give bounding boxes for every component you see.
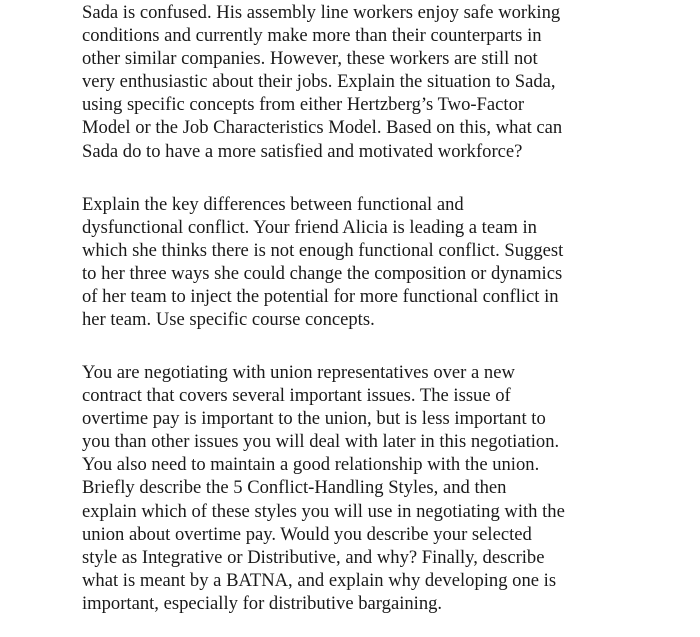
text-line: You are negotiating with union representatives over a new [82, 362, 515, 383]
text-line: dysfunctional conflict. Your friend Alicia is leading a team in [82, 217, 537, 239]
text-line: You also need to maintain a good relationship with the union. [82, 454, 540, 476]
text-line: to her three ways she could change the composition or dynamics [82, 263, 563, 285]
text-line: of her team to inject the potential for more functional conflict in [82, 286, 559, 308]
text-line: Sada do to have a more satisfied and motivated workforce? [82, 140, 523, 162]
text-line: overtime pay is important to the union, but is less important to [82, 408, 546, 430]
text-line: very enthusiastic about their jobs. Explain the situation to Sada, [82, 71, 556, 93]
text-line: other similar companies. However, these workers are still not [82, 48, 538, 70]
text-line: Briefly describe the 5 Conflict-Handling Styles, and then [82, 477, 507, 499]
question-paragraph-2 [82, 193, 563, 332]
text-line: Sada is confused. His assembly line workers enjoy safe working [82, 2, 561, 23]
text-line: Model or the Job Characteristics Model. Based on this, what can [82, 117, 563, 139]
text-line: you than other issues you will deal with later in this negotiation. [82, 431, 560, 453]
question-paragraph-3 [82, 361, 565, 615]
text-line: explain which of these styles you will use in negotiating with the [82, 500, 565, 522]
text-line: her team. Use specific course concepts. [82, 309, 375, 331]
text-line: which she thinks there is not enough functional conflict. Suggest [82, 240, 564, 262]
text-line: style as Integrative or Distributive, and why? Finally, describe [82, 546, 545, 568]
text-line: important, especially for distributive bargaining. [82, 592, 443, 614]
text-line: conditions and currently make more than their counterparts in [82, 25, 542, 47]
text-line: using specific concepts from either Hertzberg’s Two-Factor [82, 94, 525, 116]
text-line: what is meant by a BATNA, and explain why developing one is [82, 569, 557, 591]
text-line: union about overtime pay. Would you describe your selected [82, 523, 532, 545]
question-paragraph-1 [82, 1, 562, 163]
text-line: Explain the key differences between functional and [82, 194, 464, 215]
text-line: contract that covers several important issues. The issue of [82, 385, 511, 407]
